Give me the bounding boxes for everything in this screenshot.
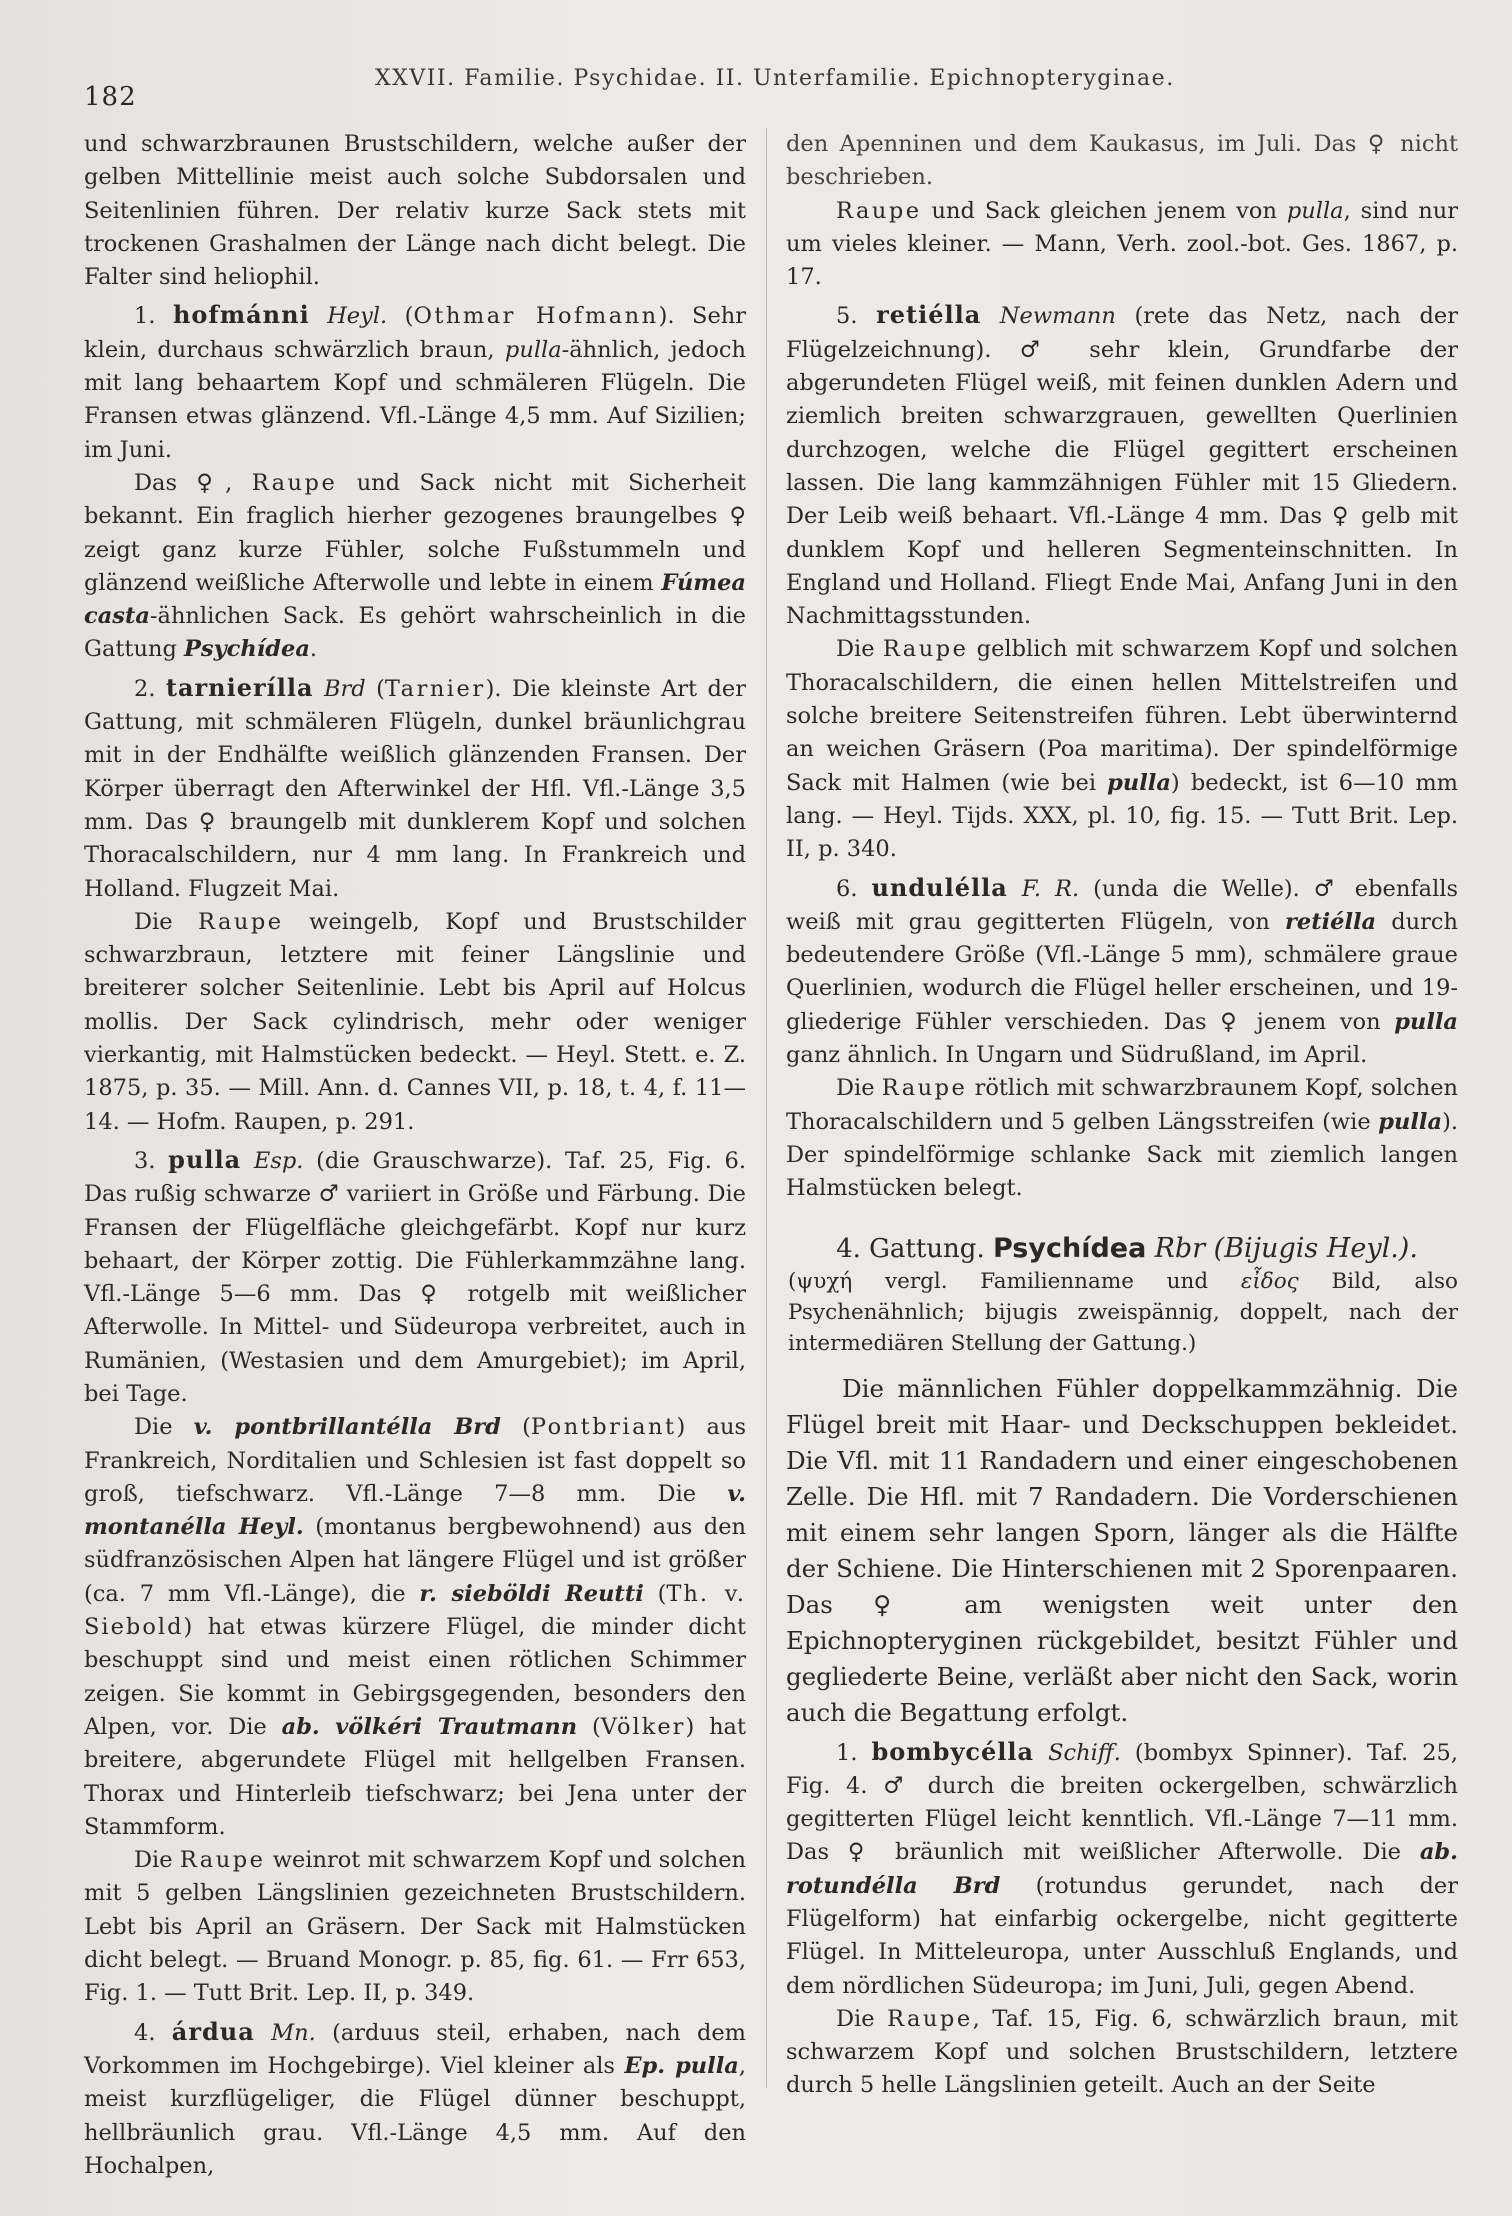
species-author: F. R.: [1021, 875, 1080, 902]
right-column: [786, 128, 1458, 2103]
species-number: 5.: [836, 303, 858, 330]
cross-reference: pulla: [1286, 197, 1344, 224]
species-name: árdua: [171, 2016, 255, 2046]
species-author: Newmann: [999, 303, 1116, 330]
spaced-term: Raupe: [179, 1847, 266, 1874]
text-fragment: vergl. Familienname und: [852, 1268, 1241, 1294]
genus-name: Psychídea: [992, 1232, 1147, 1264]
species-name: tarnierílla: [165, 672, 314, 702]
text-fragment: -ähnlichen Sack. Es gehört wahrscheinlich in die Gattung: [84, 603, 746, 663]
etymology-name: Tarnier: [384, 675, 486, 702]
paragraph-larva-tarnierilla: [84, 906, 746, 1139]
text-fragment: Die: [134, 1414, 194, 1441]
paragraph-varieties-pulla: [84, 1411, 746, 1844]
text-fragment: weinrot mit schwarzem Kopf und solchen mit 5 gelben Längslinien gezeichneten Brustschildern. Lebt bis April an Gräsern. Der Sack mit Halmstücken dicht belegt. — Bruand Monogr. p. 85, fig. 61. — Frr 653, Fig. 1. — Tutt Brit. Lep. II, p. 349.: [84, 1847, 746, 2007]
species-entry-pulla: [84, 1143, 746, 1411]
text-fragment: (die Grauschwarze). Taf. 25, Fig. 6. Das rußig schwarze ♂ variiert in Größe und Färbung. Die Fransen der Flügelfläche gleichgefärbt. Kopf nur kurz behaart, der Körper zottig. Die Fühlerkammzähne lang. Vfl.-Länge 5—6 mm. Das ♀ rotgelb mit weißlicher Afterwolle. In Mittel- und Südeuropa verbreitet, auch in Rumänien, (Westasien und dem Amurgebiet); im April, bei Tage.: [84, 1147, 747, 1407]
species-number: 3.: [134, 1147, 156, 1174]
text-fragment: (arduus steil, erhaben, nach dem Vorkommen im Hochgebirge). Viel kleiner als: [84, 2019, 747, 2079]
text-fragment: ). Die kleinste Art der Gattung, mit schmäleren Flügeln, dunkel bräunlichgrau mit in der Endhälfte weißlich glänzenden Fransen. Der Körper überragt den Afterwinkel der Hfl. Vfl.-Länge 3,5 mm. Das ♀ braungelb mit dunklerem Kopf und solchen Thoracalschildern, nur 4 mm lang. In Frankreich und Holland. Flugzeit Mai.: [84, 675, 746, 902]
text-fragment: ) aus Frankreich, Norditalien und Schlesien ist fast doppelt so groß, tiefschwarz. Vfl.-Länge 7—8 mm. Die: [84, 1414, 746, 1507]
text-fragment: gelblich mit schwarzem Kopf und solchen Thoracalschildern, die einen hellen Mittelstreifen und solche breitere Seitenstreifen führen. Lebt überwinternd an weichen Gräsern (Poa maritima). Der spindelförmige Sack mit Halmen (wie bei: [786, 636, 1459, 796]
left-column: [84, 128, 746, 2183]
text-fragment: (: [643, 1580, 667, 1607]
spaced-term: Raupe: [198, 908, 284, 935]
spaced-term: Raupe: [836, 197, 922, 224]
text-fragment: , Taf. 15, Fig. 6, schwärzlich braun, mit schwarzem Kopf und solchen Brustschildern, letztere durch 5 helle Längslinien geteilt. Auch an der Seite: [786, 2005, 1458, 2099]
text-fragment: (: [365, 675, 385, 702]
text-fragment: Die: [836, 1075, 882, 1102]
genus-heading: [786, 1232, 1458, 1266]
cross-reference: pulla: [1378, 1108, 1443, 1135]
species-author: Brd: [323, 675, 366, 702]
text-fragment: Bild, also Psychenähnlich; bijugis zweispännig, doppelt, nach der intermediären Stellung der Gattung.): [788, 1268, 1458, 1356]
species-number: 1.: [836, 1739, 858, 1766]
variety-name: ab. rotundélla Brd: [786, 1839, 1458, 1899]
text-fragment: (rotundus gerundet, nach der Flügelform) hat einfarbig ockergelbe, nicht gegitterte Flügel. In Mitteleuropa, unter Ausschluß Englands, und dem nördlichen Südeuropa; im Juni, Juli, gegen Abend.: [786, 1872, 1458, 1999]
variety-name: v. montanélla Heyl.: [84, 1480, 746, 1541]
text-fragment: ). Der spindelförmige schlanke Sack mit ziemlich langen Halmstücken belegt.: [786, 1108, 1458, 1202]
species-author: Schiff.: [1048, 1739, 1121, 1766]
text-fragment: durch bedeutendere Größe (Vfl.-Länge 5 mm), schmälere graue Querlinien, wodurch die Flügel heller erscheinen, und 19-gliederige Fühler verschieden. Das ♀ jenem von: [786, 908, 1458, 1035]
text-fragment: und Sack nicht mit Sicherheit bekannt. Ein fraglich hierher gezogenes braungelbes ♀ zeigt ganz kurze Fühler, solche Fußstummeln und glänzend weißliche Afterwolle und lebte in einem: [84, 469, 747, 596]
cross-reference: Psychídea: [184, 636, 310, 663]
species-number: 6.: [836, 875, 858, 902]
species-name: retiélla: [876, 300, 982, 330]
species-entry-ardua: [84, 2015, 746, 2183]
text-fragment: (: [387, 303, 414, 330]
spaced-term: Raupe: [882, 636, 969, 663]
cross-reference: pulla: [1107, 769, 1171, 796]
species-name: hofmánni: [172, 300, 310, 330]
text-fragment: Die: [836, 636, 883, 663]
paragraph-continued: und schwarzbraunen Brustschildern, welche außer der gelben Mittellinie meist auch solche Subdorsalen und Seitenlinien führen. Der relativ kurze Sack stets mit trockenen Grashalmen der Länge nach dicht belegt. Die Falter sind heliophil.: [84, 131, 746, 291]
greek-word: εἶδος: [1240, 1268, 1299, 1294]
species-number: 4.: [134, 2019, 156, 2046]
species-name: undulélla: [871, 872, 1008, 902]
cross-reference: Ep. pulla: [624, 2052, 739, 2079]
species-entry-undulella: [786, 871, 1458, 1073]
text-fragment: -ähnlich, jedoch mit lang behaartem Kopf und schmäleren Flügeln. Die Fransen etwas glänzend. Vfl.-Länge 4,5 mm. Auf Sizilien; im Juni.: [84, 336, 746, 463]
spaced-term: Raupe: [887, 2005, 973, 2032]
species-author: Heyl.: [327, 303, 388, 330]
species-entry-hofmanni: [84, 298, 746, 466]
etymology-name: Othmar Hofmann: [413, 303, 659, 330]
species-author: Esp.: [253, 1147, 304, 1174]
species-entry-tarnierilla: [84, 671, 746, 906]
column-divider: [766, 128, 767, 2088]
text-fragment: (unda die Welle). ♂ ebenfalls weiß mit grau gegitterten Flügeln, von: [786, 875, 1459, 935]
running-head: XXVII. Familie. Psychidae. II. Unterfamilie. Epichnopteryginae.: [375, 66, 1175, 91]
cross-reference: pulla: [504, 336, 562, 363]
text-fragment: ). Sehr klein, durchaus schwärzlich braun,: [84, 303, 747, 363]
text-fragment: Die: [134, 908, 199, 935]
text-fragment: (rete das Netz, nach der Flügelzeichnung). ♂ sehr klein, Grundfarbe der abgerundeten Flügel weiß, mit feinen dunklen Adern und ziemlich breiten schwarzgrauen, gewellten Querlinien durchzogen, welche die Flügel gegittert erscheinen lassen. Die lang kammzähnigen Fühler mit 15 Gliedern. Der Leib weiß behaart. Vfl.-Länge 4 mm. Das ♀ gelb mit dunklem Kopf und helleren Segmenteinschnitten. In England und Holland. Fliegt Ende Mai, Anfang Juni in den Nachmittagsstunden.: [786, 303, 1458, 630]
species-name: pulla: [168, 1144, 242, 1174]
spaced-term: Raupe: [251, 469, 338, 496]
paragraph-larva-pulla: [84, 1844, 746, 2010]
text-fragment: ) bedeckt, ist 6—10 mm lang. — Heyl. Tijds. XXX, pl. 10, fig. 15. — Tutt Brit. Lep. II, p. 340.: [786, 769, 1459, 863]
paragraph-larva-undulella: [786, 1072, 1458, 1205]
paragraph-continued: den Apenninen und dem Kaukasus, im Juli. Das ♀ nicht beschrieben.: [786, 131, 1458, 191]
species-author: Mn.: [271, 2019, 316, 2046]
variety-name: ab. völkéri Trautmann: [281, 1713, 578, 1740]
genus-author: Rbr (Bijugis Heyl.).: [1154, 1232, 1418, 1264]
variety-name: r. sieböldi Reutti: [419, 1580, 644, 1607]
spaced-term: Raupe: [881, 1075, 968, 1102]
species-entry-retiella: [786, 298, 1458, 633]
paragraph-larva-retiella: [786, 633, 1458, 866]
cross-reference: pulla: [1394, 1008, 1458, 1035]
text-fragment: .: [309, 636, 318, 663]
paragraph-larva-hofmanni: [84, 467, 746, 667]
text-fragment: rötlich mit schwarzbraunem Kopf, solchen Thoracalschildern und 5 gelben Längsstreifen (wie: [786, 1075, 1459, 1135]
paragraph-larva-ardua: [786, 195, 1458, 295]
text-fragment: (montanus bergbewohnend) aus den südfranzösischen Alpen hat längere Flügel und ist größer (ca. 7 mm Vfl.-Länge), die: [84, 1514, 746, 1607]
text-fragment: und Sack gleichen jenem von: [921, 197, 1287, 224]
page-header: [0, 62, 1512, 112]
genus-etymology: [786, 1266, 1458, 1359]
cross-reference: retiélla: [1285, 908, 1377, 935]
text-fragment: Das ♀,: [134, 469, 252, 496]
paragraph-larva-bombycella: [786, 2003, 1458, 2103]
page-number: 182: [84, 82, 137, 112]
species-number: 2.: [134, 675, 156, 702]
etymology-name: Völker: [600, 1713, 686, 1740]
text-fragment: (bombyx Spinner). Taf. 25, Fig. 4. ♂ durch die breiten ockergelben, schwärzlich gegitterten Flügel leicht kenntlich. Vfl.-Länge 7—11 mm. Das ♀ bräunlich mit weißlicher Afterwolle. Die: [786, 1739, 1459, 1866]
greek-word: (ψυχή: [788, 1268, 853, 1294]
text-fragment: ) hat breitere, abgerundete Flügel mit hellgelben Fransen. Thorax und Hinterleib tiefschwarz; bei Jena unter der Stammform.: [84, 1713, 747, 1840]
text-fragment: , sind nur um vieles kleiner. — Mann, Verh. zool.-bot. Ges. 1867, p. 17.: [786, 197, 1458, 291]
text-fragment: ganz ähnlich. In Ungarn und Südrußland, im April.: [786, 1042, 1368, 1069]
text-fragment: (: [500, 1414, 531, 1441]
species-entry-bombycella: [786, 1735, 1458, 2003]
text-fragment: Die: [836, 2005, 888, 2032]
genus-description: Die männlichen Fühler doppelkammzähnig. Die Flügel breit mit Haar- und Deckschuppen bekleidet. Die Vfl. mit 11 Randadern und einer eingeschobenen Zelle. Die Hfl. mit 7 Randadern. Die Vorderschienen mit einem sehr langen Sporn, länger als die Hälfte der Schiene. Die Hinterschienen mit 2 Sporenpaaren. Das ♀ am wenigsten weit unter den Epichnopteryginen rückgebildet, besitzt Fühler und gegliederte Beine, verläßt aber nicht den Sack, worin auch die Begattung erfolgt.: [786, 1373, 1458, 1727]
text-fragment: Die: [134, 1847, 180, 1874]
etymology-name: Pontbriant: [530, 1414, 677, 1441]
etymology-name: Th. v. Siebold: [84, 1580, 747, 1641]
cross-reference: Fúmea casta: [84, 569, 746, 630]
text-fragment: , meist kurzflügeliger, die Flügel dünner beschuppt, hellbräunlich grau. Vfl.-Länge 4,5 mm. Auf den Hochalpen,: [84, 2052, 746, 2179]
text-fragment: weingelb, Kopf und Brustschilder schwarzbraun, letztere mit feiner Längslinie und breiterer solcher Seitenlinie. Lebt bis April auf Holcus mollis. Der Sack cylindrisch, mehr oder weniger vierkantig, mit Halmstücken bedeckt. — Heyl. Stett. e. Z. 1875, p. 35. — Mill. Ann. d. Cannes VII, p. 18, t. 4, f. 11—14. — Hofm. Raupen, p. 291.: [84, 908, 746, 1135]
species-number: 1.: [134, 303, 156, 330]
text-fragment: ) hat etwas kürzere Flügel, die minder dicht beschuppt sind und meist einen rötlichen Schimmer zeigen. Sie kommt in Gebirgsgegenden, besonders den Alpen, vor. Die: [84, 1614, 746, 1740]
variety-name: v. pontbrillantélla Brd: [193, 1414, 501, 1441]
species-name: bombycélla: [871, 1736, 1035, 1766]
genus-number: 4. Gattung.: [836, 1233, 985, 1264]
text-fragment: (: [577, 1713, 601, 1740]
